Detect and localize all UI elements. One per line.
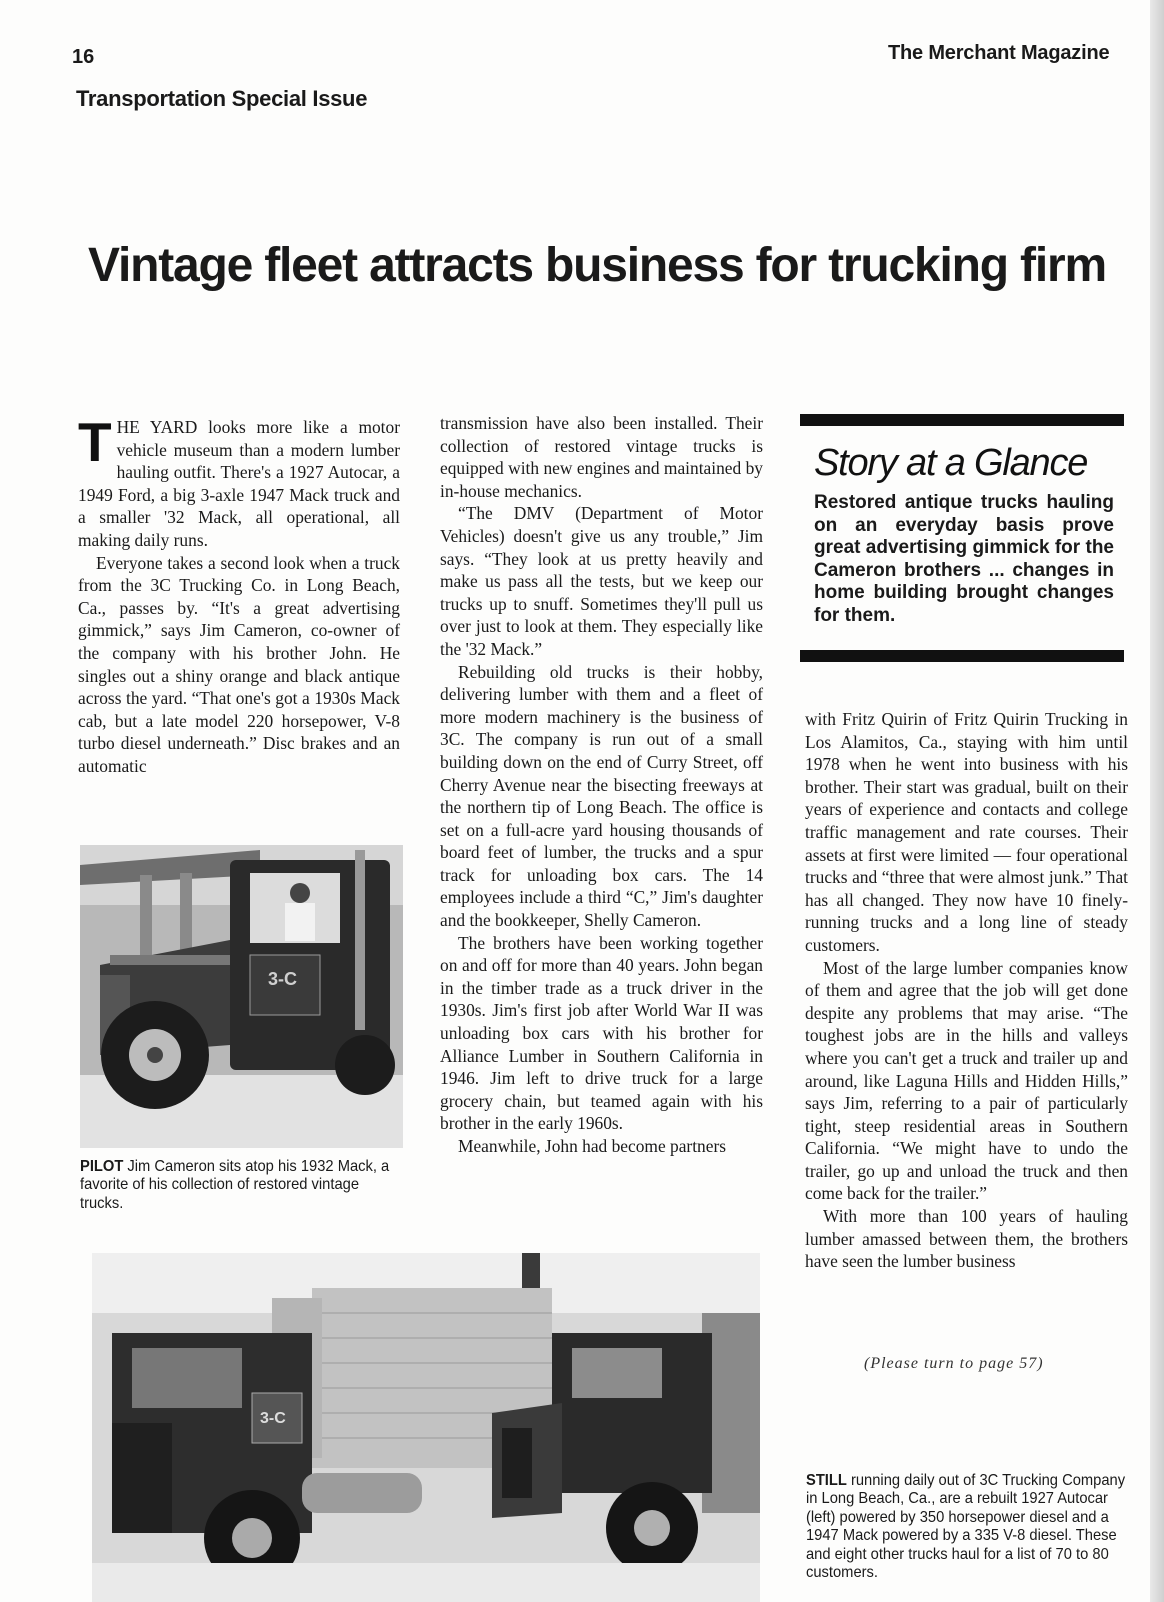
paragraph-text: HE YARD looks more like a motor vehicle museum than a modern lumber hauling outfit. There's a 1927 Autocar, a 1949 Ford, a big 3-axle 1947 Mack truck and a smaller '32 Mack, all operational, all making daily runs. (78, 417, 400, 550)
caption-lead: STILL (806, 1472, 847, 1489)
page-number: 16 (72, 46, 95, 68)
article-headline: Vintage fleet attracts business for trucking firm (88, 239, 1106, 292)
continued-notice: (Please turn to page 57) (864, 1355, 1044, 1372)
article-paragraph: transmission have also been installed. Their collection of restored vintage trucks is equipped with new engines and maintained by in-house mechanics. (440, 413, 763, 501)
photo-caption-pilot (80, 1158, 402, 1213)
article-paragraph: Everyone takes a second look when a truck from the 3C Trucking Co. in Long Beach, Ca., passes by. “It's a great advertising gimmick,” says Jim Cameron, co-owner of the company with his brother John. He singles out a shiny orange and black antique across the yard. “That one's got a 1930s Mack cab, but a late model 220 horsepower, V-8 turbo diesel underneath.” Disc brakes and an automatic (78, 552, 400, 776)
caption-lead: PILOT (80, 1158, 124, 1175)
truck-cab-illustration (80, 845, 403, 1148)
article-paragraph: The brothers have been working together on and off for more than 40 years. John began in the timber trade as a truck driver in the 1930s. Jim's first job after World War II was unloading box cars with his brother for Alliance Lumber in Southern California in 1946. Jim left to drive truck for a large grocery chain, but teamed again with his brother in the early 1960s. (440, 932, 763, 1134)
glance-title: Story at a Glance (814, 442, 1088, 484)
bottom-rule (800, 650, 1124, 662)
article-paragraph: With more than 100 years of hauling lumber amassed between them, the brothers have seen the lumber business (805, 1206, 1128, 1272)
article-column-2 (440, 412, 763, 1158)
door-lettering: 3-C (260, 1410, 286, 1427)
page-edge (1150, 0, 1164, 1602)
article-paragraph: “The DMV (Department of Motor Vehicles) doesn't give us any trouble,” Jim says. “They look at us pretty heavily and make us pass all the tests, but we keep our trucks up to snuff. Sometimes they'll pull us over just to look at them. They especially like the '32 Mack.” (440, 503, 763, 659)
magazine-name: The Merchant Magazine (888, 42, 1110, 64)
door-lettering: 3-C (268, 969, 298, 989)
article-paragraph (78, 411, 400, 552)
drop-cap: T (78, 411, 112, 473)
article-paragraph: Most of the large lumber companies know of them and agree that the job will get done despite any problems that may arise. “The toughest jobs are in the hills and valleys where you can't get a truck and trailer up and around, like Laguna Hills and Hidden Hills,” says Jim, referring to a pair of particularly tight, steep residential areas in Southern California. “We might have to undo the trailer, go up and unload the truck and then come back for the trailer.” (805, 957, 1128, 1204)
article-column-3 (805, 708, 1128, 1273)
article-paragraph: Rebuilding old trucks is their hobby, delivering lumber with them and a fleet of more modern machinery is the business of 3C. The company is run out of a small building down on the end of Curry Street, off Cherry Avenue near the bisecting freeways at the northern tip of Long Beach. The office is set on a full-acre yard housing thousands of board feet of lumber, the trucks and a spur track for unloading box cars. The 14 employees include a third “C,” Jim's daughter and the bookkeeper, Shelly Cameron. (440, 661, 763, 931)
section-label: Transportation Special Issue (76, 86, 368, 111)
story-at-a-glance-box (800, 414, 1124, 662)
caption-text: Jim Cameron sits atop his 1932 Mack, a favorite of his collection of restored vintage trucks. (80, 1158, 390, 1212)
photo-pilot-mack-truck (80, 845, 403, 1148)
article-paragraph: with Fritz Quirin of Fritz Quirin Trucking in Los Alamitos, Ca., staying with him until 1978 when he went into business with his brother. Their start was gradual, built on their years of experience and contacts and college traffic management and rate courses. Their assets at first were limited — four operational trucks and “three that were almost junk.” That has all changed. They now have 10 finely-running trucks and a long line of steady customers. (805, 709, 1128, 955)
caption-text: running daily out of 3C Trucking Company in Long Beach, Ca., are a rebuilt 1927 Autocar (left) powered by 350 horsepower diesel and a 1947 Mack powered by a 335 V-8 diesel. These and eight other trucks haul for a list of 70 to 80 customers. (806, 1472, 1126, 1582)
article-column-1 (78, 411, 400, 778)
article-paragraph: Meanwhile, John had become partners (458, 1136, 727, 1156)
glance-summary: Restored antique trucks hauling on an everyday basis prove great advertising gimmick for the Cameron brothers ... changes in home building brought changes for them. (814, 492, 1114, 626)
trucks-lumber-illustration (92, 1253, 760, 1602)
top-rule (800, 414, 1124, 426)
photo-caption-still (806, 1472, 1128, 1582)
photo-still-running-trucks (92, 1253, 760, 1602)
